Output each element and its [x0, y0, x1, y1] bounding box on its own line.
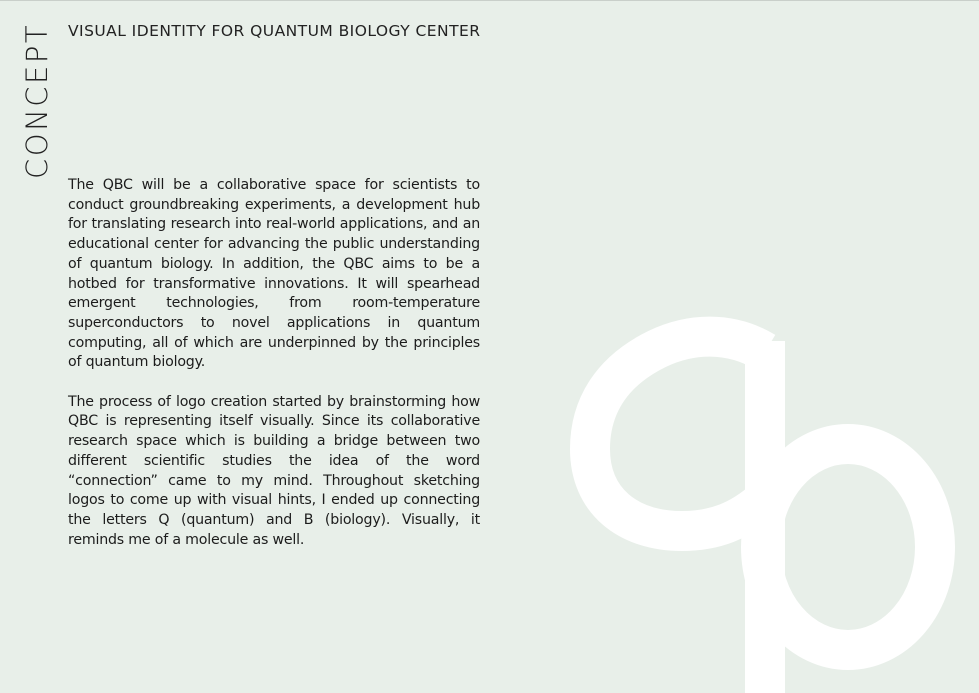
b-letter-bowl-icon	[761, 444, 935, 650]
paragraph-logo-process: The process of logo creation started by brainstorming how QBC is representing itself visually. Since its collaborative research space which is building a bridge between two different scientific studies the idea of the word “connection” came to my mind. Throughout sketching logos to come up with visual hints, I ended up connecting the letters Q (quantum) and B (biology). Visually, it reminds me of a molecule as well.	[68, 393, 480, 548]
page-subtitle: VISUAL IDENTITY FOR QUANTUM BIOLOGY CENTER	[68, 22, 481, 40]
qb-logo-mark	[0, 1, 979, 693]
paragraph-intro: The QBC will be a collaborative space for scientists to conduct groundbreaking experiments, a development hub for translating research into real-world applications, and an educational center for advancing the public understanding of quantum biology. In addition, the QBC aims to be a hotbed for transformative innovations. It will spearhead emergent technologies, from room-temperature superconductors to novel applications in quantum computing, all of which are underpinned by the principles of quantum biology.	[68, 177, 480, 371]
q-letter-ring-icon	[590, 337, 765, 531]
vertical-heading: CONCEPT	[20, 22, 54, 179]
